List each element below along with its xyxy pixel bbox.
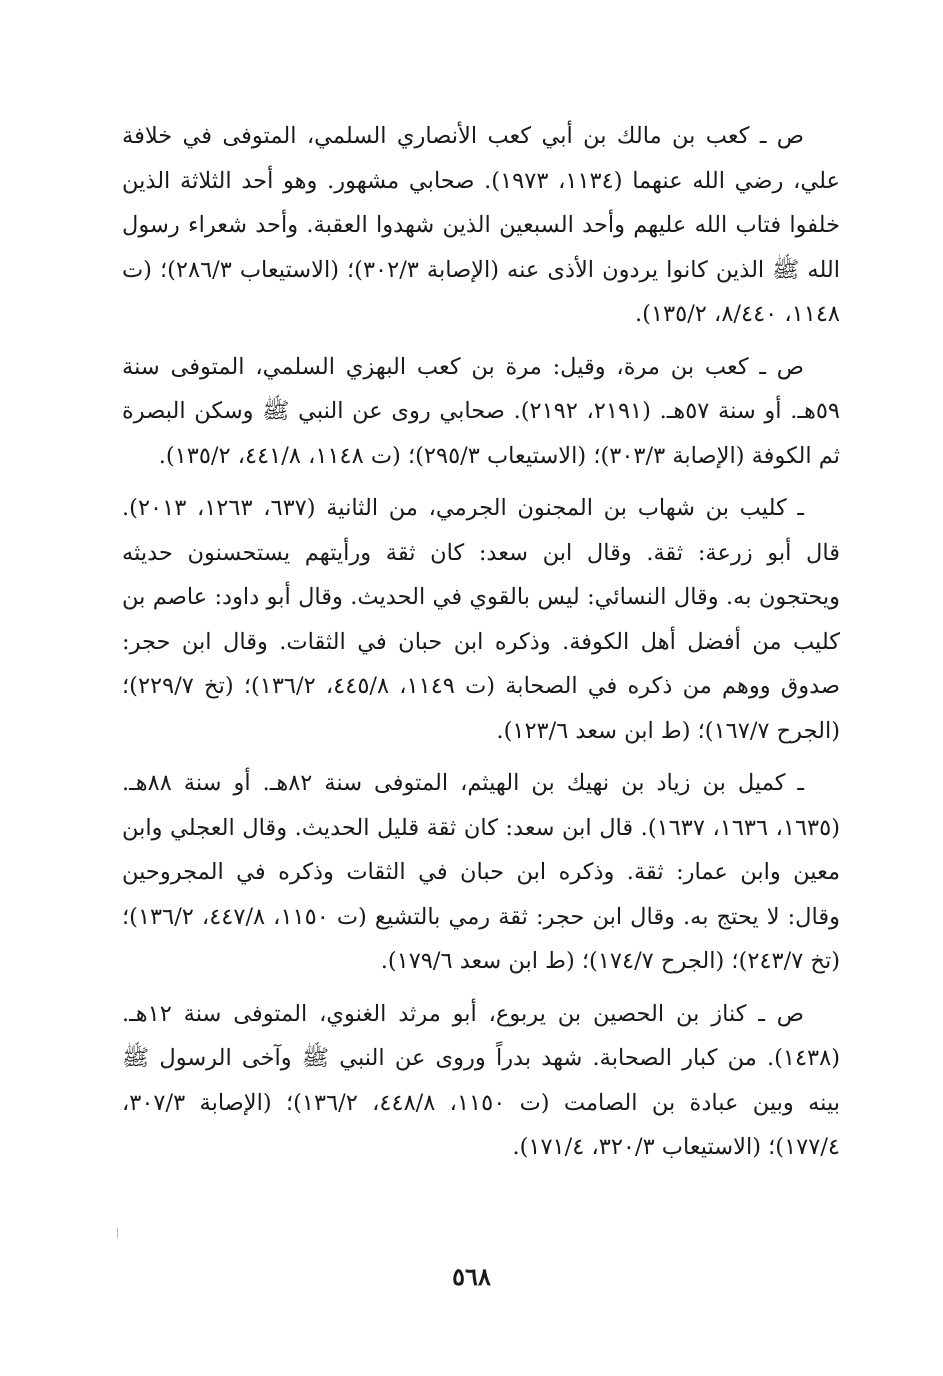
entry-kannaz-ibn-al-husain: ص ـ كناز بن الحصين بن يربوع، أبو مرثد الغنوي، المتوفى سنة ١٢هـ. (١٤٣٨). من كبار الصحابة. شهد بدراً وروى عن النبي ﷺ وآخى الرسول ﷺ بينه وبين عبادة بن الصامت (ت ١١٥٠، ٤٤٨/٨، ١٣٦/٢)؛ (الإصابة ٣٠٧/٣، ١٧٧/٤)؛ (الاستيعاب ٣٢٠/٣، ١٧١/٤). [122, 1000, 840, 1160]
entry-kaab-ibn-murra: ص ـ كعب بن مرة، وقيل: مرة بن كعب البهزي السلمي، المتوفى سنة ٥٩هـ. أو سنة ٥٧هـ. (٢١٩١، ٢١٩٢). صحابي روى عن النبي ﷺ وسكن البصرة ثم الكوفة (الإصابة ٣٠٣/٣)؛ (الاستيعاب ٢٩٥/٣)؛ (ت ١١٤٨، ٤٤١/٨، ١٣٥/٢). [122, 353, 840, 469]
scan-speck [117, 1228, 118, 1238]
page-number: ٥٦٨ [452, 1262, 491, 1291]
page-body [122, 114, 840, 1178]
entry-kumail-ibn-ziyad: ـ كميل بن زياد بن نهيك بن الهيثم، المتوفى سنة ٨٢هـ. أو سنة ٨٨هـ. (١٦٣٥، ١٦٣٦، ١٦٣٧). قال ابن سعد: كان ثقة قليل الحديث. وقال العجلي وابن معين وابن عمار: ثقة. وذكره ابن حبان في الثقات وذكره في المجروحين وقال: لا يحتج به. وقال ابن حجر: ثقة رمي بالتشيع (ت ١١٥٠، ٤٤٧/٨، ١٣٦/٢)؛ (تخ ٢٤٣/٧)؛ (الجرح ١٧٤/٧)؛ (ط ابن سعد ١٧٩/٦). [122, 770, 841, 974]
entry-kaab-ibn-malik: ص ـ كعب بن مالك بن أبي كعب الأنصاري السلمي، المتوفى في خلافة علي، رضي الله عنهما (١١٣٤، ١٩٧٣). صحابي مشهور. وهو أحد الثلاثة الذين خلفوا فتاب الله عليهم وأحد السبعين الذين شهدوا العقبة. وأحد شعراء رسول الله ﷺ الذين كانوا يردون الأذى عنه (الإصابة ٣٠٢/٣)؛ (الاستيعاب ٢٨٦/٣)؛ (ت ١١٤٨، ٨/٤٤٠، ١٣٥/٢). [122, 123, 840, 327]
entry-kulaib-ibn-shihab: ـ كليب بن شهاب بن المجنون الجرمي، من الثانية (٦٣٧، ١٢٦٣، ٢٠١٣). قال أبو زرعة: ثقة. وقال ابن سعد: كان ثقة ورأيتهم يستحسنون حديثه ويحتجون به. وقال النسائي: ليس بالقوي في الحديث. وقال أبو داود: عاصم بن كليب من أفضل أهل الكوفة. وذكره ابن حبان في الثقات. وقال ابن حجر: صدوق ووهم من ذكره في الصحابة (ت ١١٤٩، ٤٤٥/٨، ١٣٦/٢)؛ (تخ ٢٢٩/٧)؛ (الجرح ١٦٧/٧)؛ (ط ابن سعد ١٢٣/٦). [122, 495, 840, 744]
